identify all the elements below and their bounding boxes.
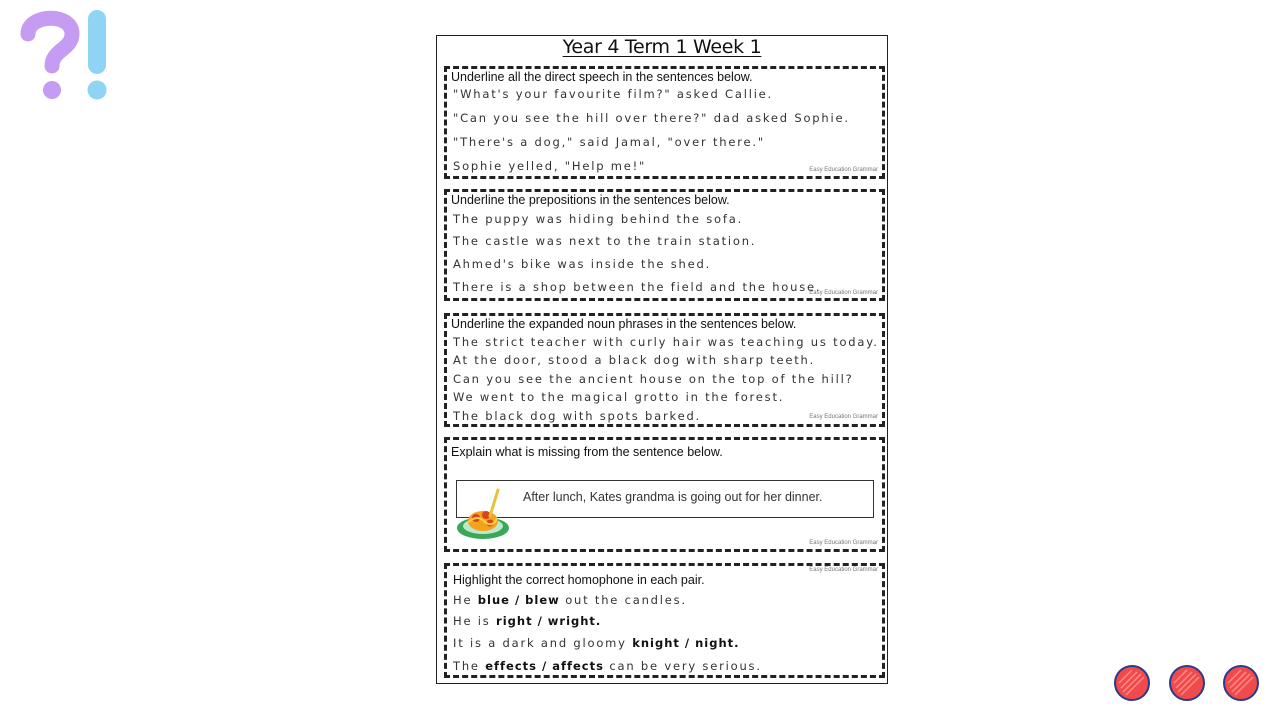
sentence-line: Ahmed's bike was inside the shed. — [453, 257, 712, 271]
section-missing-punctuation — [444, 437, 885, 552]
line-prefix: He is — [453, 614, 497, 628]
source-tag: Easy Education Grammar — [809, 567, 878, 573]
sentence-line: There is a shop between the field and the house. — [453, 280, 822, 294]
sentence-line: At the door, stood a black dog with sharp teeth. — [453, 353, 816, 367]
homophone-line — [453, 614, 601, 628]
scribble-dot-icon — [1222, 664, 1260, 702]
sentence-line: The strict teacher with curly hair was teaching us today. — [453, 335, 879, 349]
spaghetti-icon — [455, 488, 511, 542]
sentence-line: The puppy was hiding behind the sofa. — [453, 212, 744, 226]
sentence-line: The black dog with spots barked. — [453, 409, 702, 423]
homophone-pair: knight / night. — [632, 636, 740, 650]
sentence-box — [456, 480, 874, 518]
scribble-dot-icon — [1113, 664, 1151, 702]
section-prepositions — [444, 189, 885, 301]
line-prefix: He — [453, 593, 478, 607]
source-tag: Easy Education Grammar — [809, 167, 878, 173]
worksheet — [436, 35, 888, 684]
section-instruction: Highlight the correct homophone in each pair. — [453, 573, 705, 587]
section-direct-speech — [444, 66, 885, 179]
scribble-dot-icon — [1168, 664, 1206, 702]
sentence-line: "There's a dog," said Jamal, "over there." — [453, 135, 765, 149]
sentence-line: The castle was next to the train station. — [453, 234, 757, 248]
sentence-line: Sophie yelled, "Help me!" — [453, 159, 647, 173]
homophone-line — [453, 593, 687, 607]
source-tag: Easy Education Grammar — [809, 290, 878, 296]
source-tag: Easy Education Grammar — [809, 540, 878, 546]
line-suffix: can be very serious. — [603, 659, 762, 673]
homophone-line — [453, 659, 762, 673]
homophone-pair: right / wright. — [496, 614, 602, 628]
sentence-text: After lunch, Kates grandma is going out for her dinner. — [523, 490, 823, 504]
section-instruction: Underline all the direct speech in the sentences below. — [451, 70, 753, 84]
section-instruction: Underline the prepositions in the sentences below. — [451, 193, 730, 207]
homophone-pair: blue / blew — [477, 593, 560, 607]
worksheet-title: Year 4 Term 1 Week 1 — [562, 36, 762, 58]
line-suffix: out the candles. — [559, 593, 687, 607]
line-prefix: The — [453, 659, 486, 673]
section-noun-phrases — [444, 313, 885, 427]
section-instruction: Explain what is missing from the sentence below. — [451, 445, 723, 459]
homophone-line — [453, 636, 740, 650]
section-homophones — [444, 563, 885, 678]
sentence-line: We went to the magical grotto in the forest. — [453, 390, 785, 404]
question-exclamation-logo — [10, 4, 120, 104]
homophone-pair: effects / affects — [485, 659, 604, 673]
source-tag: Easy Education Grammar — [809, 414, 878, 420]
sentence-line: "Can you see the hill over there?" dad asked Sophie. — [453, 111, 850, 125]
sentence-line: "What's your favourite film?" asked Callie. — [453, 87, 774, 101]
sentence-line: Can you see the ancient house on the top of the hill? — [453, 372, 854, 386]
section-instruction: Underline the expanded noun phrases in the sentences below. — [451, 317, 797, 331]
line-prefix: It is a dark and gloomy — [453, 636, 633, 650]
